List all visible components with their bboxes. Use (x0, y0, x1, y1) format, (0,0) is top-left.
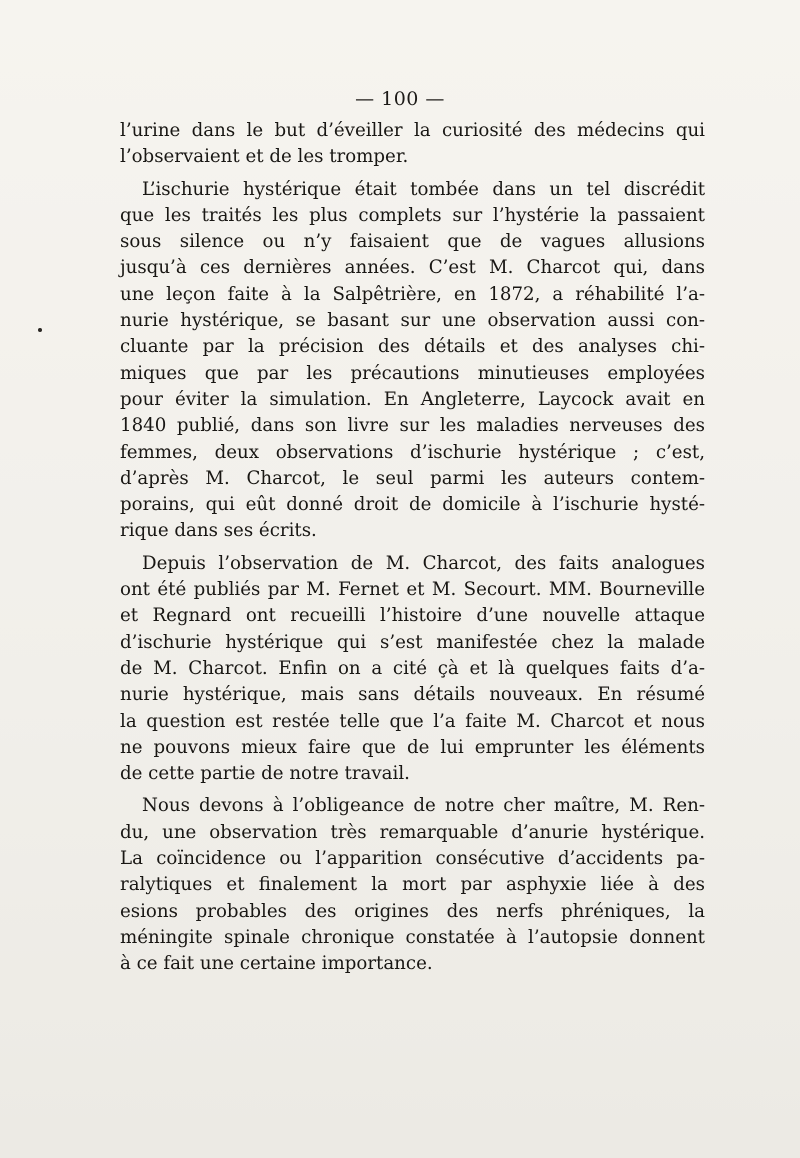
text-line: d’après M. Charcot, le seul parmi les auteurs contem- (120, 467, 705, 489)
text-line: nurie hystérique, mais sans détails nouveaux. En résumé (120, 684, 705, 706)
text-line: méningite spinale chronique constatée à l’autopsie donnent (120, 926, 705, 948)
text-line: sous silence ou n’y faisaient que de vagues allusions (120, 231, 705, 253)
text-line: femmes, deux observations d’ischurie hystérique ; c’est, (120, 441, 705, 463)
text-line: à ce fait une certaine importance. (120, 953, 433, 975)
text-line: ralytiques et finalement la mort par asphyxie liée à des (120, 874, 705, 896)
text-line: ont été publiés par M. Fernet et M. Secourt. MM. Bourneville (120, 579, 705, 601)
paragraph-4 (120, 793, 705, 977)
text-line: nurie hystérique, se basant sur une observation aussi con- (120, 310, 705, 332)
text-line: rique dans ses écrits. (120, 520, 317, 542)
text-line: de cette partie de notre travail. (120, 763, 410, 785)
text-line: L’ischurie hystérique était tombée dans un tel discrédit (142, 178, 705, 200)
text-line: l’urine dans le but d’éveiller la curiosité des médecins qui (120, 120, 705, 141)
paragraph-2 (120, 177, 705, 545)
paragraph-3 (120, 551, 705, 788)
text-line: l’observaient et de les tromper. (120, 146, 409, 168)
text-line: la question est restée telle que l’a faite M. Charcot et nous (120, 710, 705, 732)
text-line: et Regnard ont recueilli l’histoire d’une nouvelle attaque (120, 605, 705, 627)
margin-mark (38, 328, 42, 332)
page-number: — 100 — (355, 88, 445, 110)
text-line: de M. Charcot. Enfin on a cité çà et là quelques faits d’a- (120, 657, 705, 679)
text-line: esions probables des origines des nerfs phréniques, la (120, 900, 705, 922)
text-line: jusqu’à ces dernières années. C’est M. Charcot qui, dans (120, 257, 705, 279)
text-line: Depuis l’observation de M. Charcot, des faits analogues (142, 552, 705, 574)
text-line: cluante par la précision des détails et des analyses chi- (120, 336, 705, 358)
text-line: pour éviter la simulation. En Angleterre, Laycock avait en (120, 388, 705, 410)
text-line: que les traités les plus complets sur l’hystérie la passaient (120, 204, 705, 226)
text-line: La coïncidence ou l’apparition consécutive d’accidents pa- (120, 848, 705, 870)
text-line: miques que par les précautions minutieuses employées (120, 362, 705, 384)
paragraph-1 (120, 118, 705, 171)
text-line: 1840 publié, dans son livre sur les maladies nerveuses des (120, 415, 705, 437)
text-line: ne pouvons mieux faire que de lui emprunter les éléments (120, 736, 705, 758)
text-line: porains, qui eût donné droit de domicile à l’ischurie hysté- (120, 494, 705, 516)
text-line: d’ischurie hystérique qui s’est manifestée chez la malade (120, 631, 705, 653)
text-line: du, une observation très remarquable d’anurie hystérique. (120, 821, 705, 843)
body-text (120, 118, 705, 978)
text-line: Nous devons à l’obligeance de notre cher maître, M. Ren- (142, 795, 705, 817)
text-line: une leçon faite à la Salpêtrière, en 1872, a réhabilité l’a- (120, 283, 705, 305)
